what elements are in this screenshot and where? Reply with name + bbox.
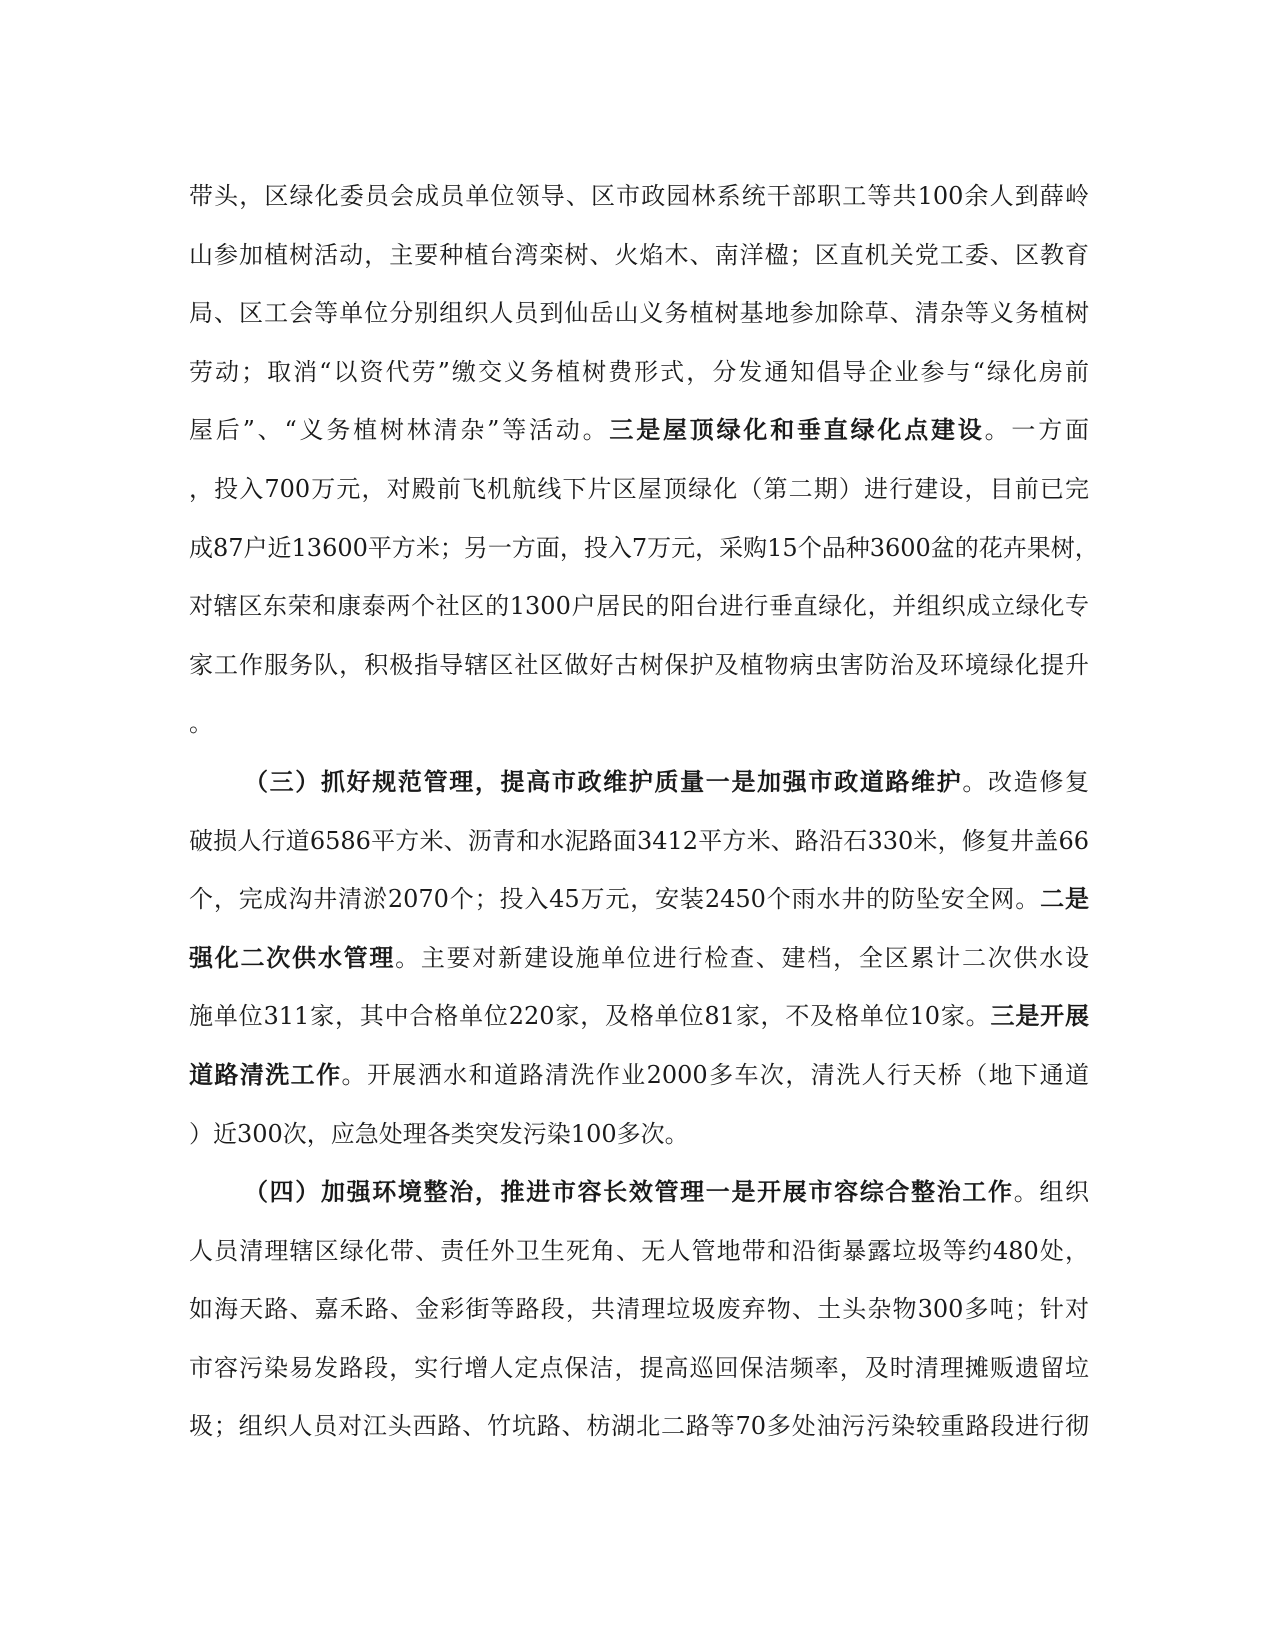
text-line: 山参加植树活动，主要种植台湾栾树、火焰木、南洋楹；区直机关党工委、区教育 [189,240,1089,269]
text-line: 如海天路、嘉禾路、金彩街等路段，共清理垃圾废弃物、土头杂物300多吨；针对 [189,1295,1089,1324]
text-line: 带头，区绿化委员会成员单位领导、区市政园林系统干部职工等共100余人到薛岭 [189,182,1089,210]
text-line: 市容污染易发路段，实行增人定点保洁，提高巡回保洁频率，及时清理摊贩遗留垃 [189,1353,1089,1382]
bold-heading: 三是开展 [990,1001,1089,1031]
text-line: 局、区工会等单位分别组织人员到仙岳山义务植树基地参加除草、清杂等义务植树 [189,299,1089,328]
document-body [189,167,1099,1456]
section-heading: （三）抓好规范管理，提高市政维护质量一是加强市政道路维护 [244,766,963,796]
bold-heading: 道路清洗工作 [189,1059,342,1089]
text-line: 圾；组织人员对江头西路、竹坑路、枋湖北二路等70多处油污污染较重路段进行彻 [189,1412,1089,1441]
paragraph-municipal-maintenance [189,753,1089,1163]
text-line: 道路清洗工作。开展洒水和道路清洗作业2000多车次，清洗人行天桥（地下通道 [189,1059,1089,1089]
text-line: 。 [189,709,213,738]
paragraph-city-appearance [189,1163,1089,1456]
text-line: 个，完成沟井清淤2070个；投入45万元，安装2450个雨水井的防坠安全网。二是 [189,884,1089,914]
text-line: 强化二次供水管理。主要对新建设施单位进行检查、建档，全区累计二次供水设 [189,942,1090,972]
paragraph-greening [189,167,1099,753]
text-line: 劳动；取消“以资代劳”缴交义务植树费形式，分发通知倡导企业参与“绿化房前 [189,357,1089,386]
section-heading: （四）加强环境整治，推进市容长效管理一是开展市容综合整治工作 [244,1177,1014,1207]
text-line: ，投入700万元，对殿前飞机航线下片区屋顶绿化（第二期）进行建设，目前已完 [189,474,1089,503]
text-line: 人员清理辖区绿化带、责任外卫生死角、无人管地带和沿街暴露垃圾等约480处， [189,1236,1089,1265]
text-line: 屋后”、“义务植树林清杂”等活动。三是屋顶绿化和垂直绿化点建设。一方面 [189,415,1090,445]
bold-heading: 强化二次供水管理 [189,942,396,972]
text-line: 家工作服务队，积极指导辖区社区做好古树保护及植物病虫害防治及环境绿化提升 [189,650,1089,679]
text-line: 破损人行道6586平方米、沥青和水泥路面3412平方米、路沿石330米，修复井盖66 [189,826,1089,855]
text-line: （三）抓好规范管理，提高市政维护质量一是加强市政道路维护。改造修复 [244,766,1089,796]
text-line: （四）加强环境整治，推进市容长效管理一是开展市容综合整治工作。组织 [244,1177,1089,1207]
text-line: ）近300次，应急处理各类突发污染100多次。 [189,1119,689,1148]
bold-heading: 三是屋顶绿化和垂直绿化点建设 [609,415,985,445]
bold-heading: 二是 [1040,884,1089,914]
text-line: 施单位311家，其中合格单位220家，及格单位81家，不及格单位10家。三是开展 [189,1001,1089,1031]
text-line: 成87户近13600平方米；另一方面，投入7万元，采购15个品种3600盆的花卉果树， [189,533,1099,562]
text-line: 对辖区东荣和康泰两个社区的1300户居民的阳台进行垂直绿化，并组织成立绿化专 [189,592,1089,621]
